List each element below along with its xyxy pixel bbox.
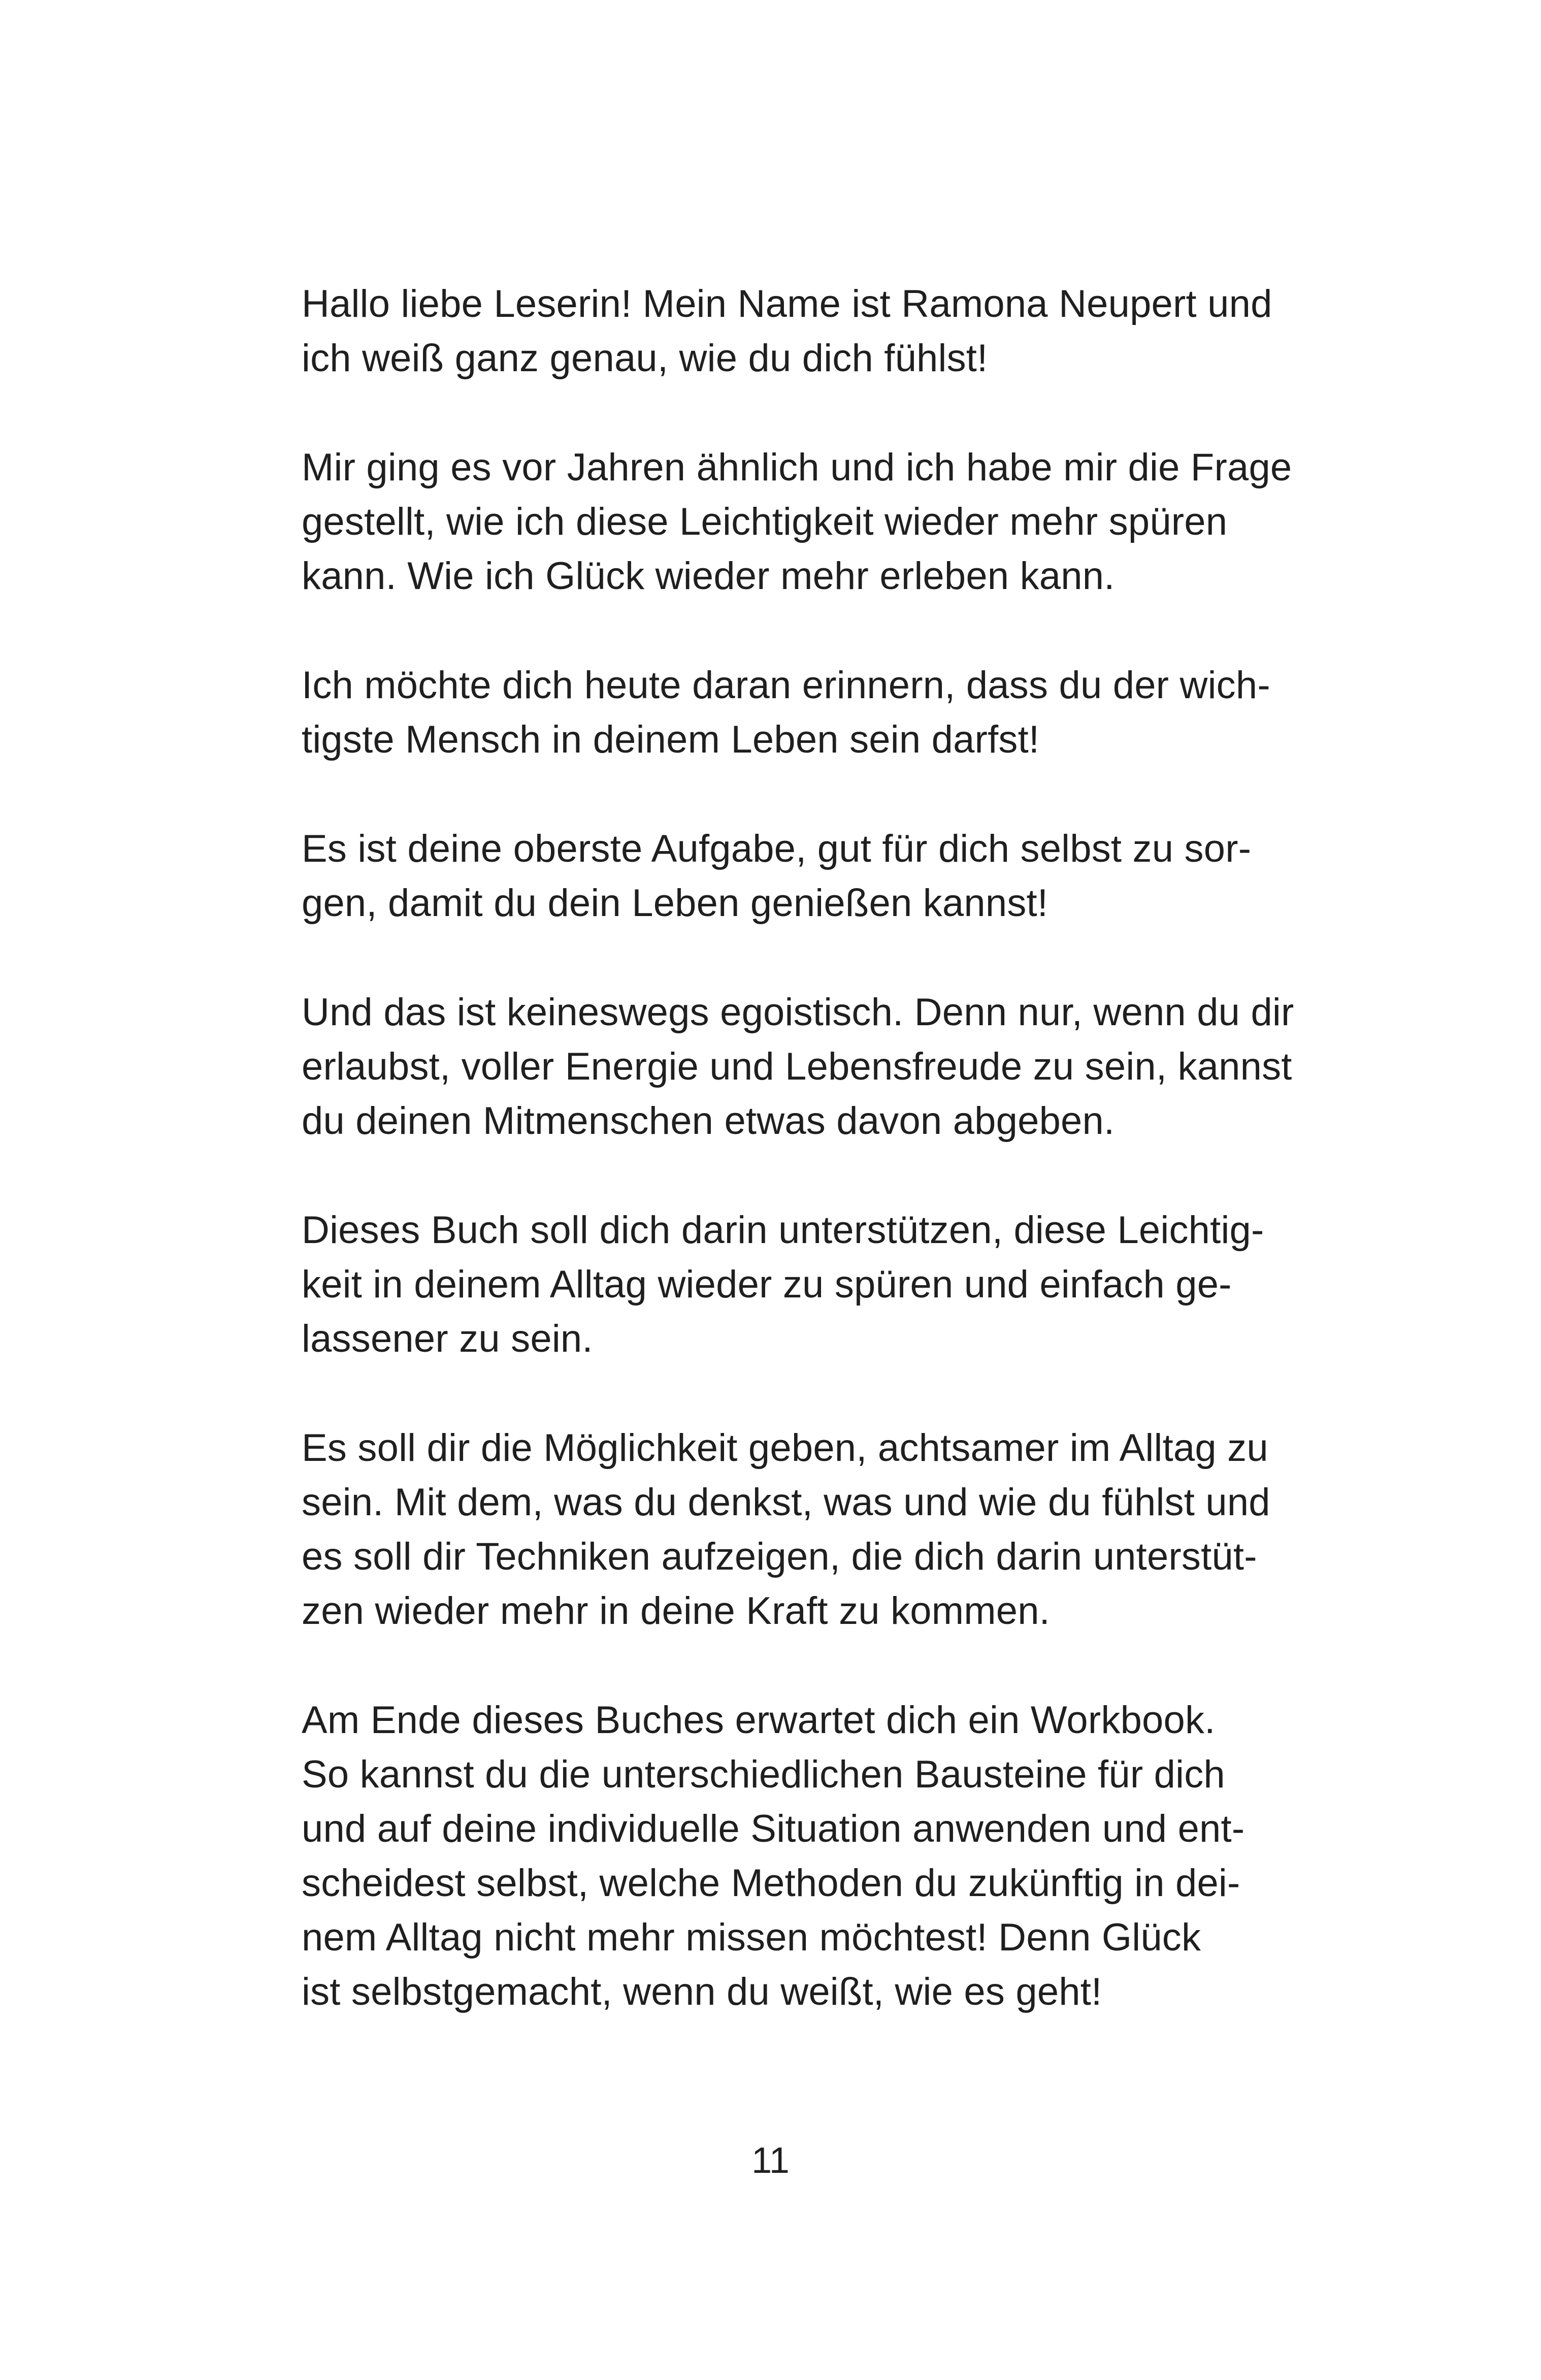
text-line: Ich möchte dich heute daran erinnern, dass du der wich- (302, 664, 1270, 707)
text-line: Und das ist keineswegs egoistisch. Denn nur, wenn du dir (302, 991, 1294, 1034)
text-line: keit in deinem Alltag wieder zu spüren und einfach ge- (302, 1263, 1232, 1306)
text-line: Hallo liebe Leserin! Mein Name ist Ramona Neupert und (302, 282, 1272, 325)
text-line: gen, damit du dein Leben genießen kannst! (302, 882, 1048, 925)
text-line: kann. Wie ich Glück wieder mehr erleben kann. (302, 555, 1115, 598)
text-line: ist selbstgemacht, wenn du weißt, wie es geht! (302, 1970, 1102, 2013)
paragraph-5 (302, 985, 1317, 1148)
text-line: zen wieder mehr in deine Kraft zu kommen. (302, 1589, 1050, 1633)
text-line: und auf deine individuelle Situation anwenden und ent- (302, 1807, 1245, 1850)
text-line: sein. Mit dem, was du denkst, was und wie du fühlst und (302, 1481, 1270, 1524)
page-number: 11 (751, 2140, 790, 2181)
text-line: scheidest selbst, welche Methoden du zukünftig in dei- (302, 1862, 1240, 1905)
text-line: du deinen Mitmenschen etwas davon abgeben. (302, 1099, 1115, 1143)
text-line: Dieses Buch soll dich darin unterstützen, diese Leichtig- (302, 1209, 1264, 1252)
paragraph-7 (302, 1421, 1317, 1638)
text-line: tigste Mensch in deinem Leben sein darfst! (302, 718, 1040, 761)
text-line: es soll dir Techniken aufzeigen, die dich darin unterstüt- (302, 1535, 1257, 1578)
paragraph-1 (302, 277, 1317, 385)
text-line: gestellt, wie ich diese Leichtigkeit wieder mehr spüren (302, 500, 1228, 543)
text-line: Am Ende dieses Buches erwartet dich ein Workbook. (302, 1699, 1216, 1742)
text-line: Es ist deine oberste Aufgabe, gut für dich selbst zu sor- (302, 827, 1252, 870)
body-text (302, 277, 1317, 2074)
text-line: So kannst du die unterschiedlichen Bausteine für dich (302, 1753, 1225, 1796)
paragraph-6 (302, 1203, 1317, 1366)
paragraph-2 (302, 440, 1317, 603)
text-line: ich weiß ganz genau, wie du dich fühlst! (302, 337, 988, 380)
text-line: lassener zu sein. (302, 1317, 593, 1360)
paragraph-4 (302, 822, 1317, 930)
paragraph-8 (302, 1693, 1317, 2019)
text-line: erlaubst, voller Energie und Lebensfreude zu sein, kannst (302, 1045, 1292, 1088)
paragraph-3 (302, 658, 1317, 767)
text-line: Mir ging es vor Jahren ähnlich und ich habe mir die Frage (302, 446, 1292, 489)
text-line: nem Alltag nicht mehr missen möchtest! Denn Glück (302, 1916, 1201, 1959)
text-line: Es soll dir die Möglichkeit geben, achtsamer im Alltag zu (302, 1426, 1268, 1470)
